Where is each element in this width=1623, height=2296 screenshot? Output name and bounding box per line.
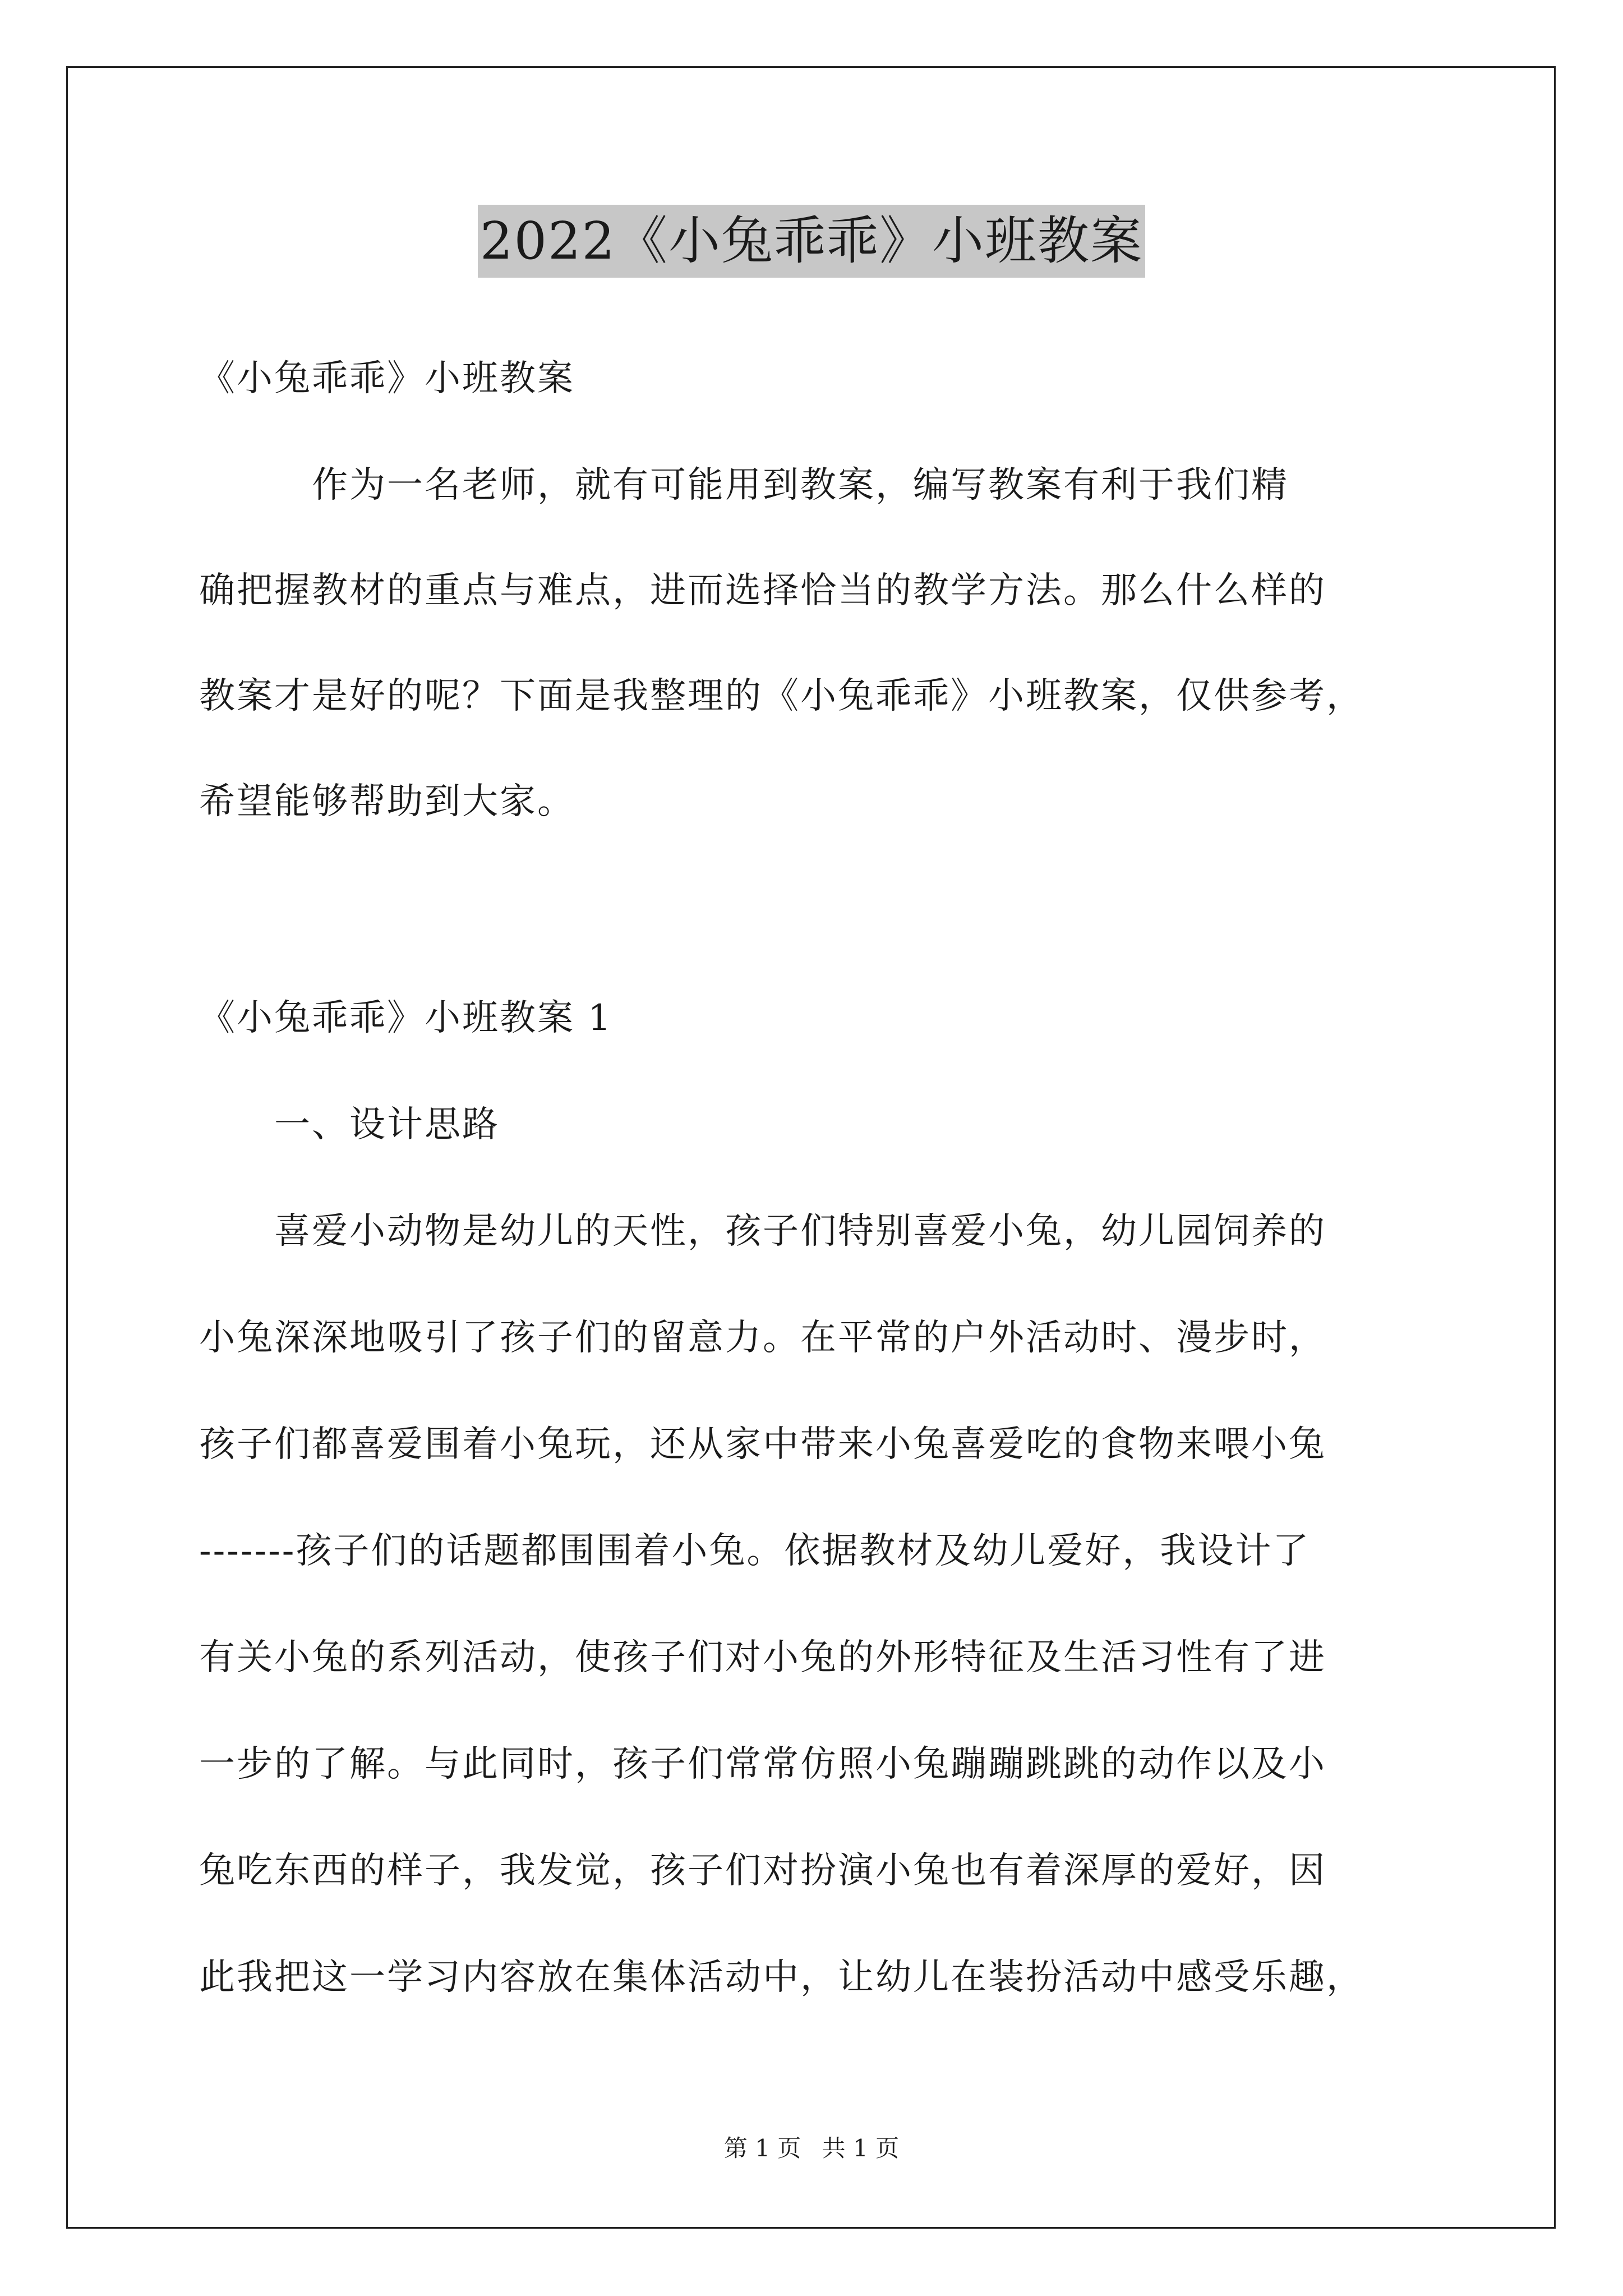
document-title: 2022《小兔乖乖》小班教案 bbox=[478, 205, 1145, 278]
page-number: 第 1 页 bbox=[723, 2134, 801, 2162]
page-total: 共 1 页 bbox=[822, 2134, 900, 2162]
paragraph-line: 喜爱小动物是幼儿的天性，孩子们特别喜爱小兔，幼儿园饲养的 bbox=[199, 1211, 1326, 1252]
section-heading: 《小兔乖乖》小班教案 1 bbox=[199, 997, 613, 1039]
page-footer bbox=[0, 2132, 1623, 2165]
subtitle-line: 《小兔乖乖》小班教案 bbox=[199, 358, 575, 399]
paragraph-line: 一步的了解。与此同时，孩子们常常仿照小兔蹦蹦跳跳的动作以及小 bbox=[199, 1743, 1326, 1785]
paragraph-line: 兔吃东西的样子，我发觉，孩子们对扮演小兔也有着深厚的爱好，因 bbox=[199, 1850, 1326, 1892]
subsection-heading: 一、设计思路 bbox=[199, 1104, 500, 1145]
paragraph-line: 希望能够帮助到大家。 bbox=[199, 781, 575, 822]
title-container bbox=[0, 205, 1623, 278]
paragraph-line: 教案才是好的呢？下面是我整理的《小兔乖乖》小班教案，仅供参考， bbox=[199, 675, 1364, 717]
paragraph-line: 小兔深深地吸引了孩子们的留意力。在平常的户外活动时、漫步时， bbox=[199, 1317, 1326, 1359]
paragraph-line: 确把握教材的重点与难点，进而选择恰当的教学方法。那么什么样的 bbox=[199, 570, 1326, 611]
paragraph-line: 此我把这一学习内容放在集体活动中，让幼儿在装扮活动中感受乐趣， bbox=[199, 1957, 1364, 1998]
paragraph-line: -------孩子们的话题都围围着小兔。依据教材及幼儿爱好，我设计了 bbox=[199, 1530, 1311, 1572]
paragraph-line: 孩子们都喜爱围着小兔玩，还从家中带来小兔喜爱吃的食物来喂小兔 bbox=[199, 1424, 1326, 1465]
paragraph-line: 作为一名老师，就有可能用到教案，编写教案有利于我们精 bbox=[199, 464, 1289, 506]
paragraph-line: 有关小兔的系列活动，使孩子们对小兔的外形特征及生活习性有了进 bbox=[199, 1637, 1326, 1678]
